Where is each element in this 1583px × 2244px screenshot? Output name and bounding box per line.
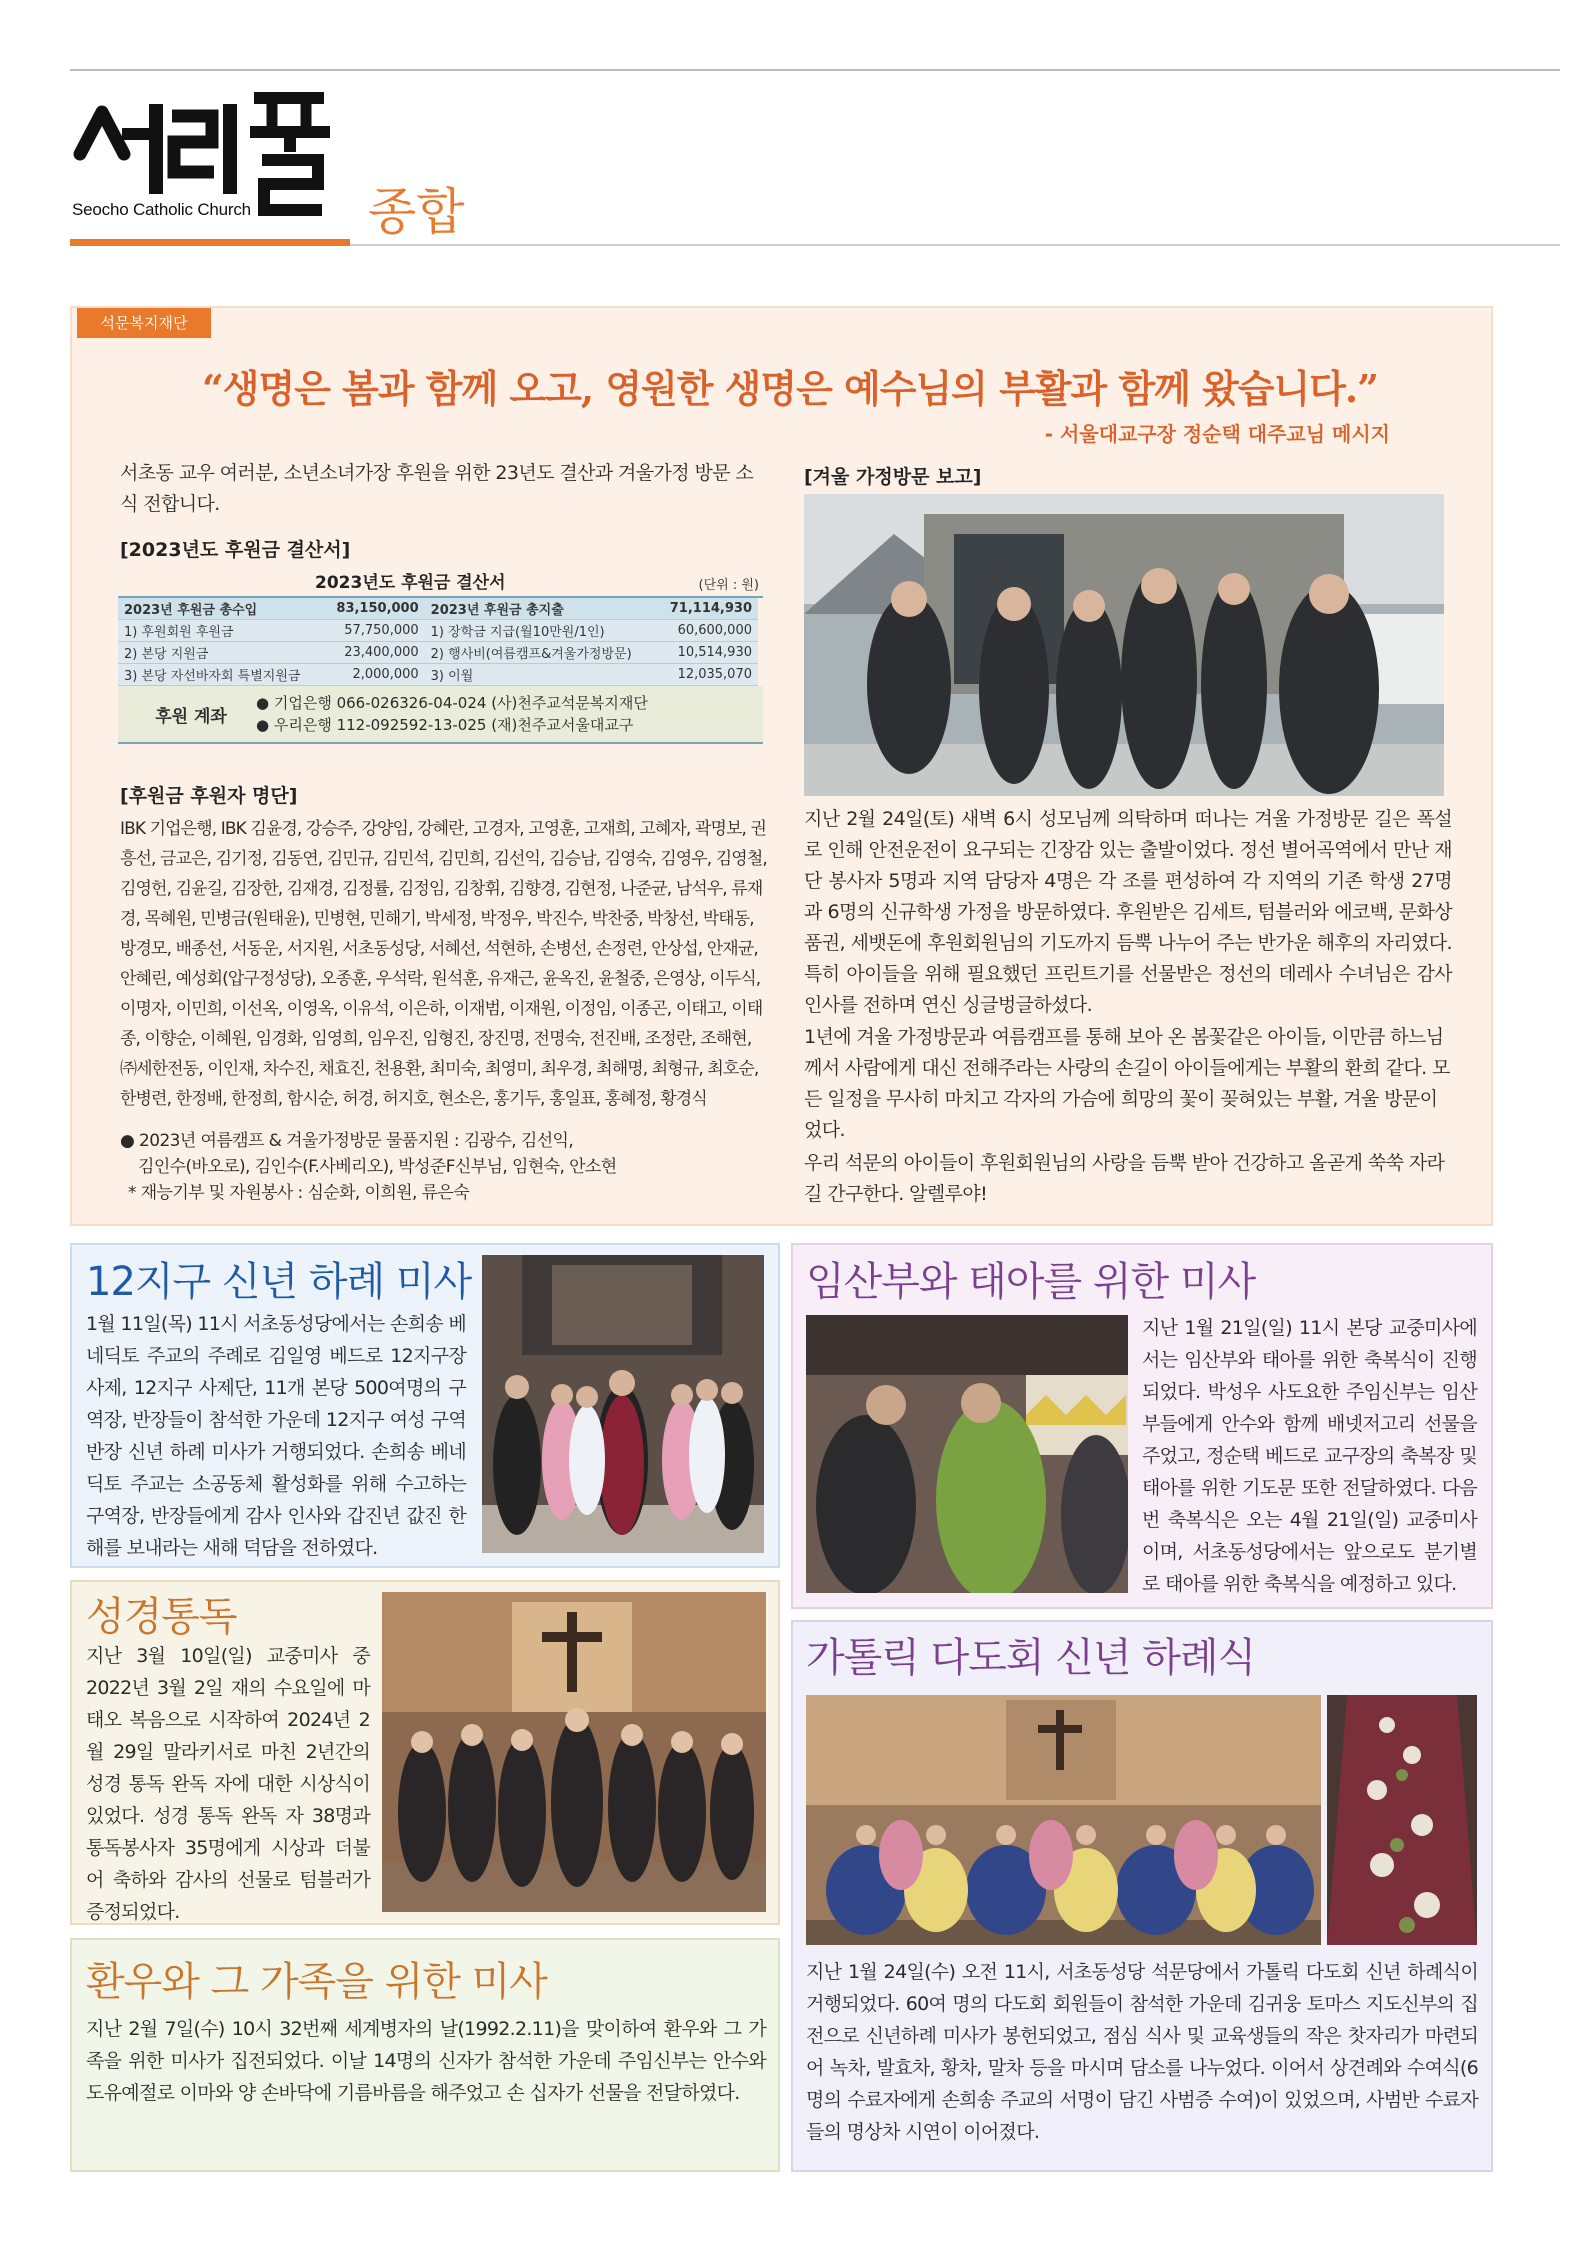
volunteer-note: * 재능기부 및 자원봉사 : 심순화, 이희원, 류은숙	[128, 1183, 470, 1203]
tea-table-photo	[1327, 1695, 1477, 1945]
district-mass-text: 1월 11일(목) 11시 서초동성당에서는 손희송 베네딕토 주교의 주례로 김일영 베드로 12지구장 사제, 12지구 사제단, 11개 본당 500여명의 구역장, 반장들이 참석한 가운데 12지구 여성 구역반장 신년 하례 미사가 거행되었다. 손희송 베네딕토 주교는 소공동체 활성화를 위해 수고하는 구역장, 반장들에게 감사 인사와 갑진년 값진 한 해를 보내라는 새해 덕담을 전하였다.	[86, 1313, 466, 1559]
income-label: 2023년 후원금 총수입	[118, 598, 322, 620]
expense-value: 60,600,000	[656, 620, 758, 642]
table-row	[118, 620, 758, 642]
district-mass-title: 12지구 신년 하례 미사	[86, 1259, 472, 1305]
top-rule	[70, 69, 1560, 71]
visit-text-3: 우리 석문의 아이들이 후원회원님의 사랑을 듬뿍 받아 건강하고 올곧게 쑥쑥 자라길 간구한다. 알렐루야!	[804, 1152, 1445, 1205]
support-note-line: 김인수(바오로), 김인수(F.사베리오), 박성준F신부님, 임현숙, 안소현	[138, 1157, 617, 1177]
table-row	[118, 642, 758, 664]
patients-mass-title: 환우와 그 가족을 위한 미사	[86, 1959, 547, 2005]
quote-attribution: - 서울대교구장 정순택 대주교님 메시지	[1044, 422, 1390, 446]
patients-mass-text: 지난 2월 7일(수) 10시 32번째 세계병자의 날(1992.2.11)을 맞이하여 환우와 그 가족을 위한 미사가 집전되었다. 이날 14명의 신자가 참석한 가운데 주임신부는 안수와 도유예절로 이마와 양 손바닥에 기름바름을 해주었고 손 십자가 선물을 전달하였다.	[86, 2018, 766, 2104]
account-woori: ● 우리은행 112-092592-13-025 (재)천주교서울대교구	[256, 716, 634, 734]
expense-label: 2023년 후원금 총지출	[425, 598, 656, 620]
finance-table	[118, 568, 763, 744]
account-ibk: ● 기업은행 066-026326-04-024 (사)천주교석문복지재단	[256, 694, 648, 712]
section-label: 종합	[368, 183, 465, 241]
finance-heading: [2023년도 후원금 결산서]	[120, 539, 351, 561]
bible-reading-photo	[382, 1592, 766, 1912]
account-block	[118, 686, 763, 744]
donor-list: IBK 기업은행, IBK 김윤경, 강승주, 강양임, 강혜란, 고경자, 고영훈, 고재희, 고혜자, 곽명보, 권흥선, 금교은, 김기정, 김동연, 김민규, 김민석, 김민희, 김선익, 김승남, 김영숙, 김영우, 김영철, 김영헌, 김윤길, 김장한, 김재경, 김정률, 김정임, 김창휘, 김향경, 김현정, 나준균, 남석우, 류재경, 목혜원, 민병금(원태윤), 민병현, 민해기, 박세정, 박정우, 박진수, 박찬중, 박창선, 박태동, 방경모, 배종선, 서동운, 서지원, 서초동성당, 서혜선, 석현하, 손병선, 손정련, 안상섭, 안재균, 안혜린, 예성회(압구정성당), 오종훈, 우석락, 원석훈, 유재근, 윤옥진, 윤철중, 은영상, 이두식, 이명자, 이민희, 이선옥, 이영옥, 이유석, 이은하, 이재범, 이재원, 이정임, 이종곤, 이태고, 이태종, 이향순, 이혜원, 임경화, 임영희, 임우진, 임형진, 장진명, 전명숙, 전진배, 조정란, 조해현, ㈜세한전동, 이인재, 차수진, 채효진, 천용환, 최미숙, 최영미, 최우경, 최해명, 최형규, 최호순, 한병련, 한정배, 한정희, 함시순, 허경, 허지호, 현소은, 홍기두, 홍일표, 홍혜정, 황경식	[120, 819, 767, 1109]
masthead-logo	[72, 84, 372, 234]
visit-text-2: 1년에 겨울 가정방문과 여름캠프를 통해 보아 온 봄꽃같은 아이들, 이만큼 하느님께서 사람에게 대신 전해주라는 사랑의 손길이 아이들에게는 부활의 환희 같다. 모든 일정을 무사히 마치고 각자의 가슴에 희망의 꽃이 꽂혀있는 부활, 겨울 방문이었다.	[804, 1026, 1450, 1141]
expense-value: 10,514,930	[656, 642, 758, 664]
district-mass-photo	[482, 1255, 764, 1553]
expense-item: 3) 이월	[425, 664, 656, 686]
intro-text: 서초동 교우 여러분, 소년소녀가장 후원을 위한 23년도 결산과 겨울가정 방문 소식 전합니다.	[120, 462, 754, 515]
donor-heading: [후원금 후원자 명단]	[120, 785, 298, 807]
expense-item: 1) 장학금 지급(월10만원/1인)	[425, 620, 656, 642]
winter-visit-photo	[804, 494, 1444, 796]
account-label: 후원 계좌	[155, 706, 227, 727]
income-value: 57,750,000	[322, 620, 424, 642]
pregnancy-mass-title: 임산부와 태아를 위한 미사	[806, 1259, 1256, 1305]
expense-total: 71,114,930	[656, 598, 758, 620]
table-row	[118, 664, 758, 686]
income-item: 2) 본당 지원금	[118, 642, 322, 664]
visit-heading: [겨울 가정방문 보고]	[804, 466, 982, 488]
income-total: 83,150,000	[322, 598, 424, 620]
bible-reading-title: 성경통독	[86, 1594, 237, 1640]
finance-unit: (단위 : 원)	[698, 578, 759, 593]
header-accent-bar	[70, 239, 350, 246]
headline-quote: “생명은 봄과 함께 오고, 영원한 생명은 예수님의 부활과 함께 왔습니다.”	[201, 366, 1379, 411]
expense-item: 2) 행사비(여름캠프&겨울가정방문)	[425, 642, 656, 664]
tea-ceremony-group-photo	[806, 1695, 1321, 1945]
pregnancy-mass-text: 지난 1월 21일(일) 11시 본당 교중미사에서는 임산부와 태아를 위한 축복식이 진행되었다. 박성우 사도요한 주임신부는 임산부들에게 안수와 함께 배넷저고리 선물을 주었고, 정순택 베드로 교구장의 축복장 및 태아를 위한 기도문 또한 전달하였다. 다음번 축복식은 오는 4월 21일(일) 교중미사이며, 서초동성당에서는 앞으로도 분기별로 태아를 위한 축복식을 예정하고 있다.	[1142, 1317, 1477, 1595]
tea-ceremony-title: 가톨릭 다도회 신년 하례식	[806, 1635, 1256, 1681]
visit-text: 지난 2월 24일(토) 새벽 6시 성모님께 의탁하며 떠나는 겨울 가정방문 길은 폭설로 인해 안전운전이 요구되는 긴장감 있는 출발이었다. 정선 별어곡역에서 만난 재단 봉사자 5명과 지역 담당자 4명은 각 조를 편성하여 각 지역의 기존 학생 27명과 6명의 신규학생 가정을 방문하였다. 후원받은 김세트, 텀블러와 에코백, 문화상품권, 세뱃돈에 후원회원님의 기도까지 듬뿍 나누어 주는 반가운 해후의 자리였다. 특히 아이들을 위해 필요했던 프린트기를 선물받은 정선의 데레사 수녀님은 감사 인사를 전하며 연신 싱글벙글하셨다.	[804, 808, 1452, 1016]
logo-glyphs-icon	[72, 84, 372, 254]
finance-title: 2023년도 후원금 결산서	[315, 573, 506, 593]
income-item: 3) 본당 자선바자회 특별지원금	[118, 664, 322, 686]
bible-reading-text: 지난 3월 10일(일) 교중미사 중 2022년 3월 2일 재의 수요일에 마태오 복음으로 시작하여 2024년 2월 29일 말라키서로 마친 2년간의 성경 통독 완독 자에 대한 시상식이 있었다. 성경 통독 완독 자 38명과 통독봉사자 35명에게 시상과 더불어 축하와 감사의 선물로 텀블러가 증정되었다.	[86, 1645, 370, 1923]
logo-subtitle: Seocho Catholic Church	[72, 200, 251, 219]
income-value: 2,000,000	[322, 664, 424, 686]
header-rule	[350, 244, 1560, 246]
income-item: 1) 후원회원 후원금	[118, 620, 322, 642]
pregnancy-mass-photo	[806, 1315, 1128, 1593]
foundation-tag: 석문복지재단	[77, 308, 211, 338]
support-note-line: ● 2023년 여름캠프 & 겨울가정방문 물품지원 : 김광수, 김선익,	[120, 1131, 574, 1151]
support-note	[120, 1128, 770, 1206]
income-value: 23,400,000	[322, 642, 424, 664]
tea-ceremony-text: 지난 1월 24일(수) 오전 11시, 서초동성당 석문당에서 가톨릭 다도회 신년 하례식이 거행되었다. 60여 명의 다도회 회원들이 참석한 가운데 김귀웅 토마스 지도신부의 집전으로 신년하례 미사가 봉헌되었고, 점심 식사 및 교육생들의 작은 찻자리가 마련되어 녹차, 발효차, 황차, 말차 등을 마시며 담소를 나누었다. 이어서 상견례와 수여식(6명의 수료자에게 손희송 주교의 서명이 담긴 사범증 수여)이 있었으며, 사범반 수료자들의 명상차 시연이 이어졌다.	[806, 1961, 1478, 2143]
expense-value: 12,035,070	[656, 664, 758, 686]
